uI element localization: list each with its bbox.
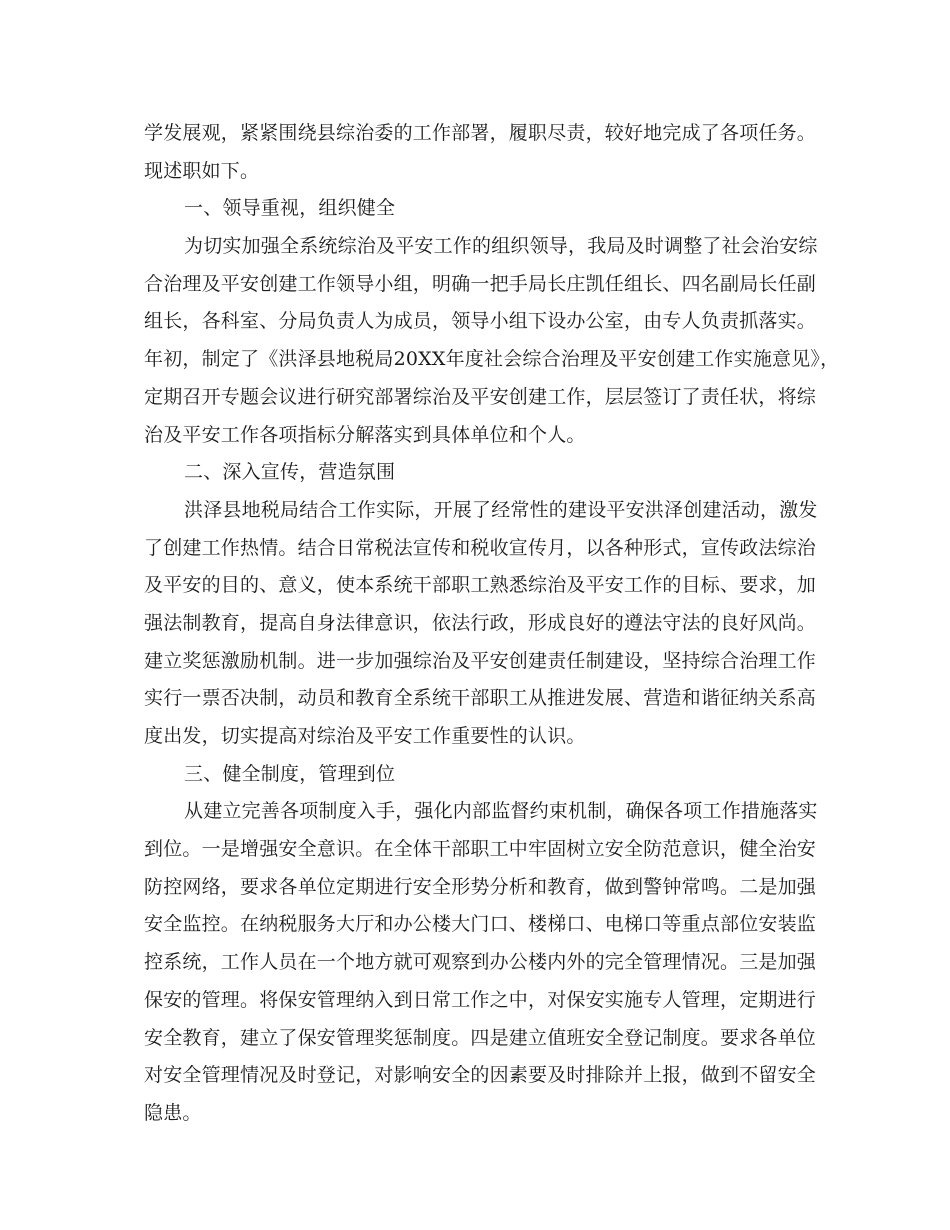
- text-line: 定期召开专题会议进行研究部署综治及平安创建工作，层层签订了责任状，将综: [144, 385, 817, 408]
- text-line: 治及平安工作各项指标分解落实到具体单位和个人。: [144, 423, 586, 446]
- text-line: 合治理及平安创建工作领导小组，明确一把手局长庄凯任组长、四名副局长任副: [144, 272, 817, 295]
- text-line: 建立奖惩激励机制。进一步加强综治及平安创建责任制建设，坚持综合治理工作: [144, 649, 817, 672]
- text-line: 安全教育，建立了保安管理奖惩制度。四是建立值班安全登记制度。要求各单位: [144, 1026, 817, 1049]
- text-line: 度出发，切实提高对综治及平安工作重要性的认识。: [144, 725, 586, 747]
- text-line: 控系统，工作人员在一个地方就可观察到办公楼内外的完全管理情况。三是加强: [144, 951, 817, 974]
- text-line: 为切实加强全系统综治及平安工作的组织领导，我局及时调整了社会治安综: [184, 235, 818, 258]
- text-line: 三、健全制度，管理到位: [184, 762, 396, 785]
- text-line: 强法制教育，提高自身法律意识，依法行政，形成良好的遵法守法的良好风尚。: [144, 611, 817, 634]
- text-line: 年初，制定了《洪泽县地税局20XX年度社会综合治理及平安创建工作实施意见》，: [144, 348, 840, 371]
- text-line: 及平安的目的、意义，使本系统干部职工熟悉综治及平安工作的目标、要求，加: [144, 574, 817, 597]
- text-line: 二、深入宣传，营造氛围: [184, 461, 396, 484]
- text-line: 一、领导重视，组织健全: [184, 197, 396, 220]
- text-line: 到位。一是增强安全意识。在全体干部职工中牢固树立安全防范意识，健全治安: [144, 838, 817, 861]
- text-line: 防控网络，要求各单位定期进行安全形势分析和教育，做到警钟常鸣。二是加强: [144, 875, 817, 898]
- text-line: 现述职如下。: [144, 159, 260, 182]
- text-line: 实行一票否决制，动员和教育全系统干部职工从推进发展、营造和谐征纳关系高: [144, 687, 817, 710]
- text-line: 学发展观，紧紧围绕县综治委的工作部署，履职尽责，较好地完成了各项任务。: [144, 122, 817, 144]
- text-line: 洪泽县地税局结合工作实际，开展了经常性的建设平安洪泽创建活动，激发: [184, 498, 818, 521]
- text-line: 安全监控。在纳税服务大厅和办公楼大门口、楼梯口、电梯口等重点部位安装监: [144, 913, 817, 936]
- text-line: 隐患。: [144, 1101, 202, 1124]
- document-body: [144, 115, 840, 1133]
- text-line: 了创建工作热情。结合日常税法宣传和税收宣传月，以各种形式，宣传政法综治: [144, 536, 817, 559]
- text-line: 保安的管理。将保安管理纳入到日常工作之中，对保安实施专人管理，定期进行: [144, 988, 817, 1011]
- text-line: 从建立完善各项制度入手，强化内部监督约束机制，确保各项工作措施落实: [184, 800, 818, 823]
- text-line: 对安全管理情况及时登记，对影响安全的因素要及时排除并上报，做到不留安全: [144, 1064, 817, 1087]
- text-line: 组长，各科室、分局负责人为成员，领导小组下设办公室，由专人负责抓落实。: [144, 310, 817, 333]
